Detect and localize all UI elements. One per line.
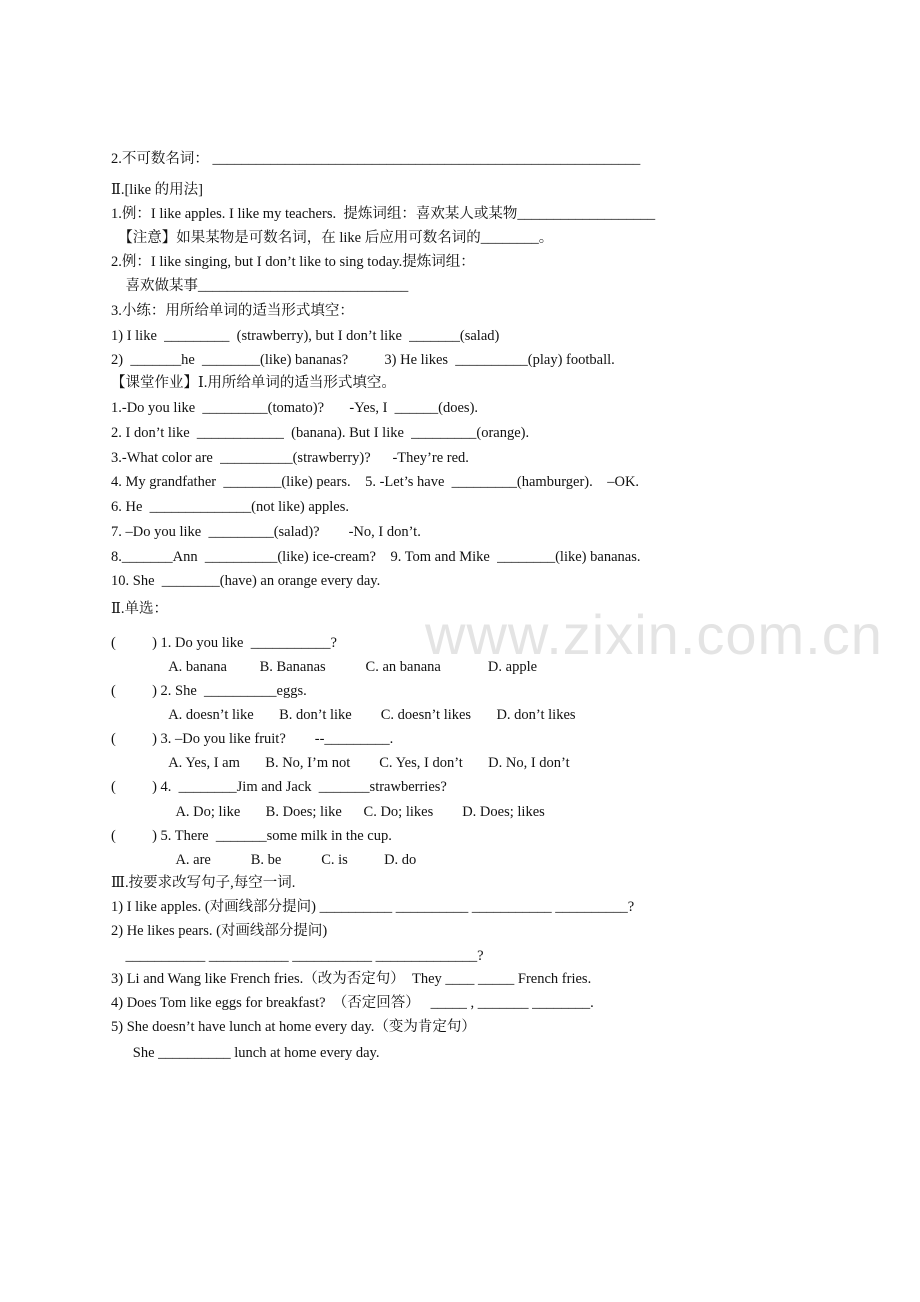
rewrite-2-blanks: ___________ ___________ ___________ ______________? [111, 948, 484, 964]
line-example-1: 1.例：I like apples. I like my teachers. 提炼词组：喜欢某人或某物___________________ [111, 206, 656, 222]
mc-question-5: ( ) 5. There _______some milk in the cup. [111, 828, 392, 844]
rewrite-2: 2) He likes pears. (对画线部分提问) [111, 923, 328, 939]
exercise-7: 7. –Do you like _________(salad)? -No, I don’t. [111, 524, 421, 540]
rewrite-4: 4) Does Tom like eggs for breakfast? （否定回答） _____ , _______ ________. [111, 995, 594, 1011]
heading-classwork: 【课堂作业】Ⅰ.用所给单词的适当形式填空。 [111, 375, 396, 391]
exercise-3: 3.-What color are __________(strawberry)? -They’re red. [111, 450, 469, 466]
rewrite-1: 1) I like apples. (对画线部分提问) __________ __________ ___________ __________? [111, 899, 635, 915]
mc-options-4: A. Do; like B. Does; like C. Do; likes D. Does; likes [111, 804, 545, 820]
mc-question-4: ( ) 4. ________Jim and Jack _______strawberries? [111, 779, 447, 795]
watermark: www.zixin.com.cn [425, 603, 883, 666]
exercise-10: 10. She ________(have) an orange every day. [111, 573, 381, 589]
heading-like-usage: Ⅱ.[like 的用法] [111, 182, 204, 198]
mc-question-2: ( ) 2. She __________eggs. [111, 683, 307, 699]
heading-rewrite: Ⅲ.按要求改写句子,每空一词. [111, 875, 296, 891]
mc-options-1: A. banana B. Bananas C. an banana D. apple [111, 659, 538, 675]
line-example-2: 2.例：I like singing, but I don’t like to sing today.提炼词组： [111, 254, 475, 270]
exercise-2: 2. I don’t like ____________ (banana). But I like _________(orange). [111, 425, 530, 441]
exercise-8-9: 8._______Ann __________(like) ice-cream? 9. Tom and Mike ________(like) bananas. [111, 549, 641, 565]
exercise-4-5: 4. My grandfather ________(like) pears. 5. -Let’s have _________(hamburger). –OK. [111, 474, 640, 490]
rewrite-5: 5) She doesn’t have lunch at home every day.（变为肯定句） [111, 1019, 476, 1035]
mc-options-2: A. doesn’t like B. don’t like C. doesn’t likes D. don’t likes [111, 707, 576, 723]
exercise-6: 6. He ______________(not like) apples. [111, 499, 350, 515]
line-phrase-like-doing: 喜欢做某事_____________________________ [111, 278, 409, 294]
mc-options-5: A. are B. be C. is D. do [111, 852, 417, 868]
line-note: 【注意】如果某物是可数名词，在 like 后应用可数名词的________。 [111, 230, 554, 246]
line-practice-2-3: 2) _______he ________(like) bananas? 3) He likes __________(play) football. [111, 352, 615, 368]
line-practice-heading: 3.小练：用所给单词的适当形式填空： [111, 303, 354, 319]
heading-multiple-choice: Ⅱ.单选： [111, 601, 168, 617]
rewrite-3: 3) Li and Wang like French fries.（改为否定句） They ____ _____ French fries. [111, 971, 592, 987]
mc-question-3: ( ) 3. –Do you like fruit? --_________. [111, 731, 394, 747]
rewrite-5-answer: She __________ lunch at home every day. [111, 1045, 380, 1061]
line-practice-1: 1) I like _________ (strawberry), but I don’t like _______(salad) [111, 328, 500, 344]
mc-question-1: ( ) 1. Do you like ___________? [111, 635, 337, 651]
exercise-1: 1.-Do you like _________(tomato)? -Yes, I ______(does). [111, 400, 479, 416]
mc-options-3: A. Yes, I am B. No, I’m not C. Yes, I don’t D. No, I don’t [111, 755, 570, 771]
line-uncountable-nouns: 2.不可数名词： ___________________________________________________________ [111, 151, 641, 167]
